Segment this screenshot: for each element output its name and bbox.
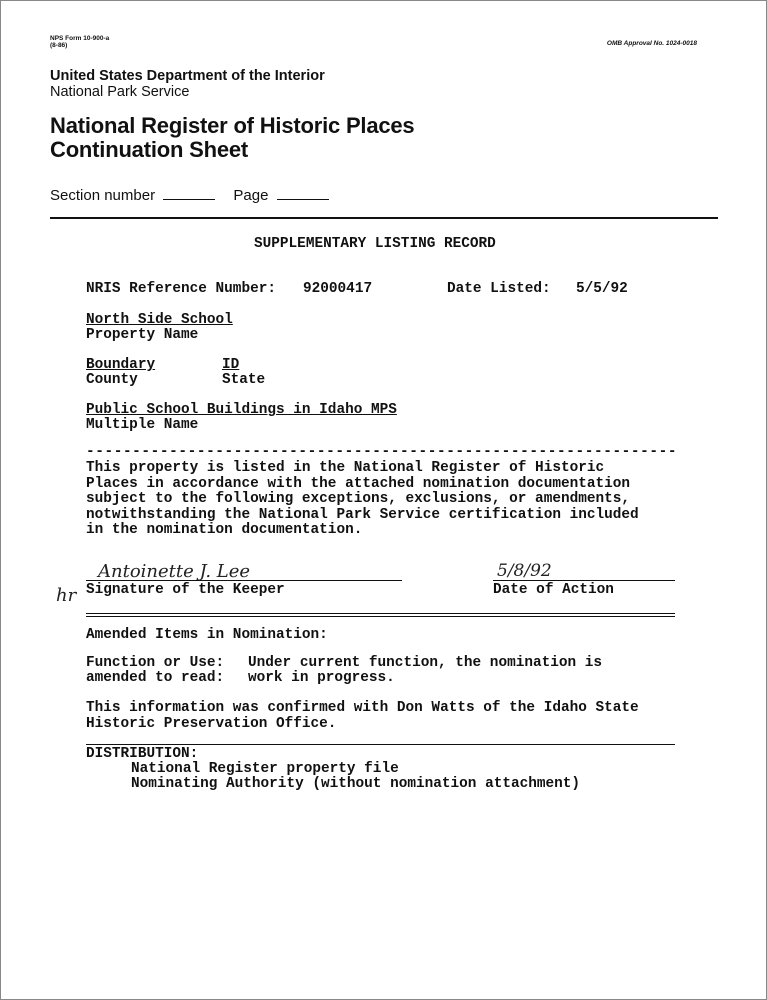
title-line1: National Register of Historic Places [50, 113, 415, 138]
confirmation-line: This information was confirmed with Don Watts of the Idaho State [86, 700, 639, 716]
distribution-heading: DISTRIBUTION: [86, 746, 199, 762]
statement-line: This property is listed in the National Register of Historic [86, 460, 605, 476]
section-number-blank [163, 198, 215, 200]
page-blank [277, 198, 329, 200]
date-listed-value: 5/5/92 [576, 281, 628, 297]
margin-initials: hr [56, 585, 77, 606]
statement-block [86, 461, 639, 539]
confirmation-block [86, 701, 639, 732]
keeper-signature: Antoinette J. Lee [98, 561, 251, 582]
form-id-line1: NPS Form 10-900-a [50, 35, 110, 42]
date-listed-label: Date Listed: [447, 281, 551, 297]
county-value: Boundary [86, 357, 156, 373]
distribution-rule [86, 744, 675, 745]
confirmation-line: Historic Preservation Office. [86, 715, 337, 732]
function-text-line1: Under current function, the nomination is [248, 655, 603, 671]
date-action-label: Date of Action [493, 582, 614, 598]
function-text-line2: work in progress. [248, 670, 395, 686]
double-rule [86, 613, 675, 617]
nris-value: 92000417 [303, 281, 373, 297]
statement-line: in the nomination documentation. [86, 522, 363, 538]
section-number-label: Section number [50, 187, 156, 204]
agency-name: National Park Service [50, 84, 190, 100]
omb-approval: OMB Approval No. 1024-0018 [606, 40, 697, 47]
property-name: North Side School [86, 312, 233, 328]
date-of-action-handwriting: 5/8/92 [497, 561, 552, 581]
record-heading: SUPPLEMENTARY LISTING RECORD [254, 236, 496, 252]
state-value: ID [222, 357, 240, 373]
distribution-item: Nominating Authority (without nomination attachment) [131, 776, 581, 792]
form-id [50, 35, 109, 49]
section-page-line [50, 187, 329, 205]
department-name: United States Department of the Interior [50, 68, 325, 84]
amended-heading: Amended Items in Nomination: [86, 627, 328, 643]
state-label: State [222, 372, 266, 388]
statement-line: Places in accordance with the attached nomination documentation [86, 475, 631, 492]
date-action-line [493, 580, 675, 581]
form-id-line2: (8-86) [50, 42, 68, 49]
function-label-line2: amended to read: [86, 670, 225, 686]
multiple-name-label: Multiple Name [86, 417, 199, 433]
function-label-line1: Function or Use: [86, 655, 225, 671]
county-label: County [86, 372, 138, 388]
distribution-item: National Register property file [131, 761, 399, 777]
nris-label: NRIS Reference Number: [86, 281, 276, 297]
dash-rule: ---------------------------------------------------------------- [86, 444, 678, 460]
header-rule [50, 217, 718, 219]
form-title [50, 114, 414, 162]
signature-line [86, 580, 402, 581]
signature-label: Signature of the Keeper [86, 582, 285, 598]
statement-line: subject to the following exceptions, exclusions, or amendments, [86, 491, 631, 507]
title-line2: Continuation Sheet [50, 137, 249, 162]
statement-line: notwithstanding the National Park Service certification included [86, 506, 639, 523]
multiple-name: Public School Buildings in Idaho MPS [86, 402, 397, 418]
page-label: Page [233, 187, 269, 204]
property-name-label: Property Name [86, 327, 199, 343]
